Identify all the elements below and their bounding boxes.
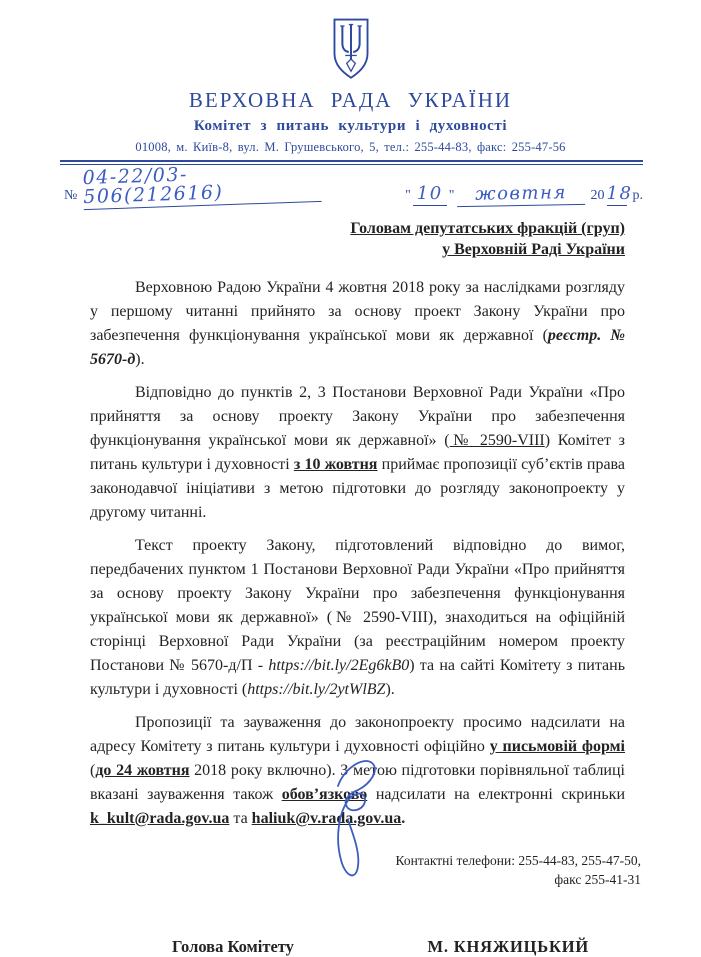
outgoing-number-field <box>64 163 321 209</box>
close-quote: " <box>448 188 455 203</box>
paragraph-3: Текст проекту Закону, підготовлений відповідно до вимог, передбачених пунктом 1 Постанови Верховної Ради України «Про прийняття за основу проекту Закону України про забезпечення функціонування української мови як державної» (№ 2590-VIII), знаходиться на офіційній сторінці Верховної Ради України (за реєстраційним номером проекту Постанови № 5670-д/П - https://bit.ly/2Eg6kB0) та на сайті Комітету з питань культури і духовності (https://bit.ly/2ytWlBZ). <box>90 537 625 698</box>
letterhead <box>0 0 701 165</box>
paragraph-2: Відповідно до пунктів 2, 3 Постанови Верховної Ради України «Про прийняття за основу проекту Закону України про забезпечення функціонування української мови як державної» (№ 2590-VIII) Комітет з питань культури і духовності з 10 жовтня приймає пропозиції суб’єктів права законодавчої ініціативи з метою підготовки до розгляду законопроекту у другому читанні. <box>90 384 626 521</box>
signer-position: Голова Комітету <box>172 937 294 956</box>
number-sign-label: № <box>64 188 78 203</box>
reference-row <box>0 163 701 209</box>
paragraph-1: Верховною Радою України 4 жовтня 2018 року за наслідками розгляду у першому читанні прийнято за основу проект Закону України про забезпечення функціонування української мови як державної (реєстр. № 5670-д). <box>90 279 625 368</box>
handwritten-year: 18 <box>606 183 633 204</box>
open-quote: " <box>405 188 411 203</box>
address-line: 01008, м. Київ-8, вул. М. Грушевського, 5, тел.: 255-44-83, факс: 255-47-56 <box>135 140 566 154</box>
date-field <box>403 182 645 206</box>
signer-name: М. КНЯЖИЦЬКИЙ <box>427 937 589 956</box>
signature-row <box>0 937 701 957</box>
tryzub-emblem-icon <box>0 16 701 82</box>
contact-phones-line-1: Контактні телефони: 255-44-83, 255-47-50, <box>395 853 641 868</box>
addressee-line-1: Головам депутатських фракцій (груп) <box>350 220 625 237</box>
contact-phones-line-2: факс 255-41-31 <box>554 872 641 887</box>
handwritten-day: 10 <box>413 185 447 206</box>
handwritten-signature-icon <box>326 752 398 892</box>
committee-name: Комітет з питань культури і духовності <box>193 118 508 134</box>
handwritten-month: жовтня <box>456 184 584 207</box>
year-suffix-label: р. <box>632 188 643 203</box>
year-prefix-label: 20 <box>590 188 605 203</box>
addressee-line-2: у Верховній Раді України <box>442 241 625 258</box>
organization-title: ВЕРХОВНА РАДА УКРАЇНИ <box>188 88 513 112</box>
paragraph-4: Пропозиції та зауваження до законопроекту просимо надсилати на адресу Комітету з питань культури і духовності офіційно у письмовій формі (до 24 жовтня 2018 року включно). З метою підготовки порівняльної таблиці вказані зауваження також обов’язково надсилати на електронні скриньки k_kult@rada.gov.ua та haliuk@v.rada.gov.ua. <box>90 714 626 827</box>
letter-body <box>0 276 701 831</box>
handwritten-number: 04-22/03-506(212616) <box>83 161 322 210</box>
addressee-block <box>0 218 701 260</box>
